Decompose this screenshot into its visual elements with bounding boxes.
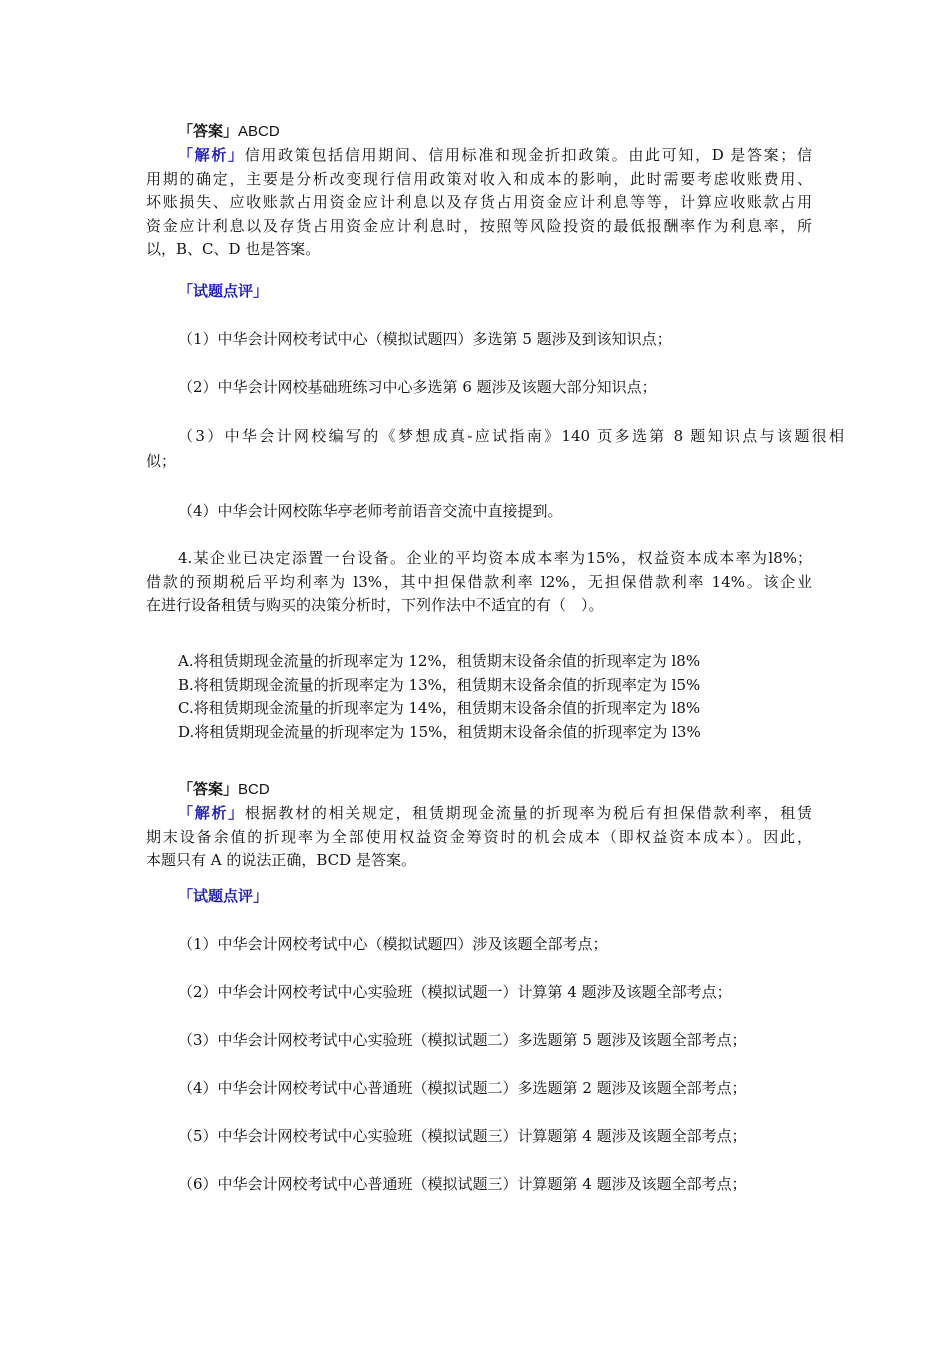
q4-review-item: （1）中华会计网校考试中心（模拟试题四）涉及该题全部考点； <box>178 935 608 953</box>
q4-answer-value: BCD <box>238 781 270 798</box>
q3-analysis-line: 「解析」信用政策包括信用期间、信用标准和现金折扣政策。由此可知，D 是答案；信 <box>178 146 812 164</box>
q4-analysis-line: 「解析」根据教材的相关规定，租赁期现金流量的折现率为税后有担保借款利率，租赁 <box>178 804 812 822</box>
q4-answer-label: 「答案」 <box>178 780 239 798</box>
q4-review-item: （5）中华会计网校考试中心实验班（模拟试题三）计算题第 4 题涉及该题全部考点； <box>178 1127 747 1145</box>
q3-answer-label: 「答案」 <box>178 122 239 140</box>
q3-review-item: （3）中华会计网校编写的《梦想成真-应试指南》140 页多选第 8 题知识点与该题很相 <box>178 427 844 445</box>
q3-analysis-line: 用期的确定，主要是分析改变现行信用政策对收入和成本的影响，此时需要考虑收账费用、 <box>146 169 812 188</box>
q3-analysis-line: 资金应计利息以及存货占用资金应计利息时，按照等风险投资的最低报酬率作为利息率，所 <box>146 216 812 235</box>
q4-review-label: 「试题点评」 <box>178 887 269 905</box>
q3-review-item: （4）中华会计网校陈华亭老师考前语音交流中直接提到。 <box>178 502 563 520</box>
q4-question-line: 借款的预期税后平均利率为 l3%，其中担保借款利率 l2%，无担保借款利率 14%。该企业 <box>146 572 812 591</box>
q4-analysis-label: 「解析」 <box>178 804 245 822</box>
q4-analysis-line: 期末设备余值的折现率为全部使用权益资金筹资时的机会成本（即权益资本成本）。因此， <box>146 827 812 846</box>
q4-question-line: 在进行设备租赁与购买的决策分析时，下列作法中不适宜的有（ ）。 <box>146 596 604 614</box>
q4-options <box>146 650 812 744</box>
q4-answer <box>146 778 844 802</box>
q4-review-item: （4）中华会计网校考试中心普通班（模拟试题二）多选题第 2 题涉及该题全部考点； <box>178 1079 747 1097</box>
q3-analysis-line: 以，B、C、D 也是答案。 <box>146 240 321 258</box>
q3-answer-value: ABCD <box>238 123 280 140</box>
q4-option-d: D.将租赁期现金流量的折现率定为 15%，租赁期末设备余值的折现率定为 l3% <box>178 722 701 741</box>
q3-review-label: 「试题点评」 <box>178 282 269 300</box>
q3-answer <box>146 120 844 144</box>
q3-review-item: （2）中华会计网校基础班练习中心多选第 6 题涉及该题大部分知识点； <box>178 378 657 396</box>
q4-question-line: 4.某企业已决定添置一台设备。企业的平均资本成本率为15%，权益资本成本率为l8%； <box>178 549 812 567</box>
q3-analysis <box>146 144 812 262</box>
q4-analysis-line: 本题只有 A 的说法正确，BCD 是答案。 <box>146 851 416 869</box>
q4-analysis <box>146 802 812 873</box>
q3-analysis-label: 「解析」 <box>178 146 245 164</box>
q4-option-a: A.将租赁期现金流量的折现率定为 12%，租赁期末设备余值的折现率定为 l8% <box>178 652 701 670</box>
q4-review-item: （2）中华会计网校考试中心实验班（模拟试题一）计算第 4 题涉及该题全部考点； <box>178 983 732 1001</box>
q4-option-c: C.将租赁期现金流量的折现率定为 14%，租赁期末设备余值的折现率定为 l8% <box>178 699 701 717</box>
q4-review-item: （3）中华会计网校考试中心实验班（模拟试题二）多选题第 5 题涉及该题全部考点； <box>178 1031 747 1049</box>
q3-review-item: （1）中华会计网校考试中心（模拟试题四）多选第 5 题涉及到该知识点； <box>178 330 672 348</box>
q4-question <box>146 547 812 618</box>
q4-review-item: （6）中华会计网校考试中心普通班（模拟试题三）计算题第 4 题涉及该题全部考点； <box>178 1175 747 1193</box>
q3-analysis-line: 坏账损失、应收账款占用资金应计利息以及存货占用资金应计利息等等，计算应收账款占用 <box>146 193 812 211</box>
q4-option-b: B.将租赁期现金流量的折现率定为 13%，租赁期末设备余值的折现率定为 l5% <box>178 675 701 694</box>
q3-review-item: 似； <box>146 452 177 470</box>
